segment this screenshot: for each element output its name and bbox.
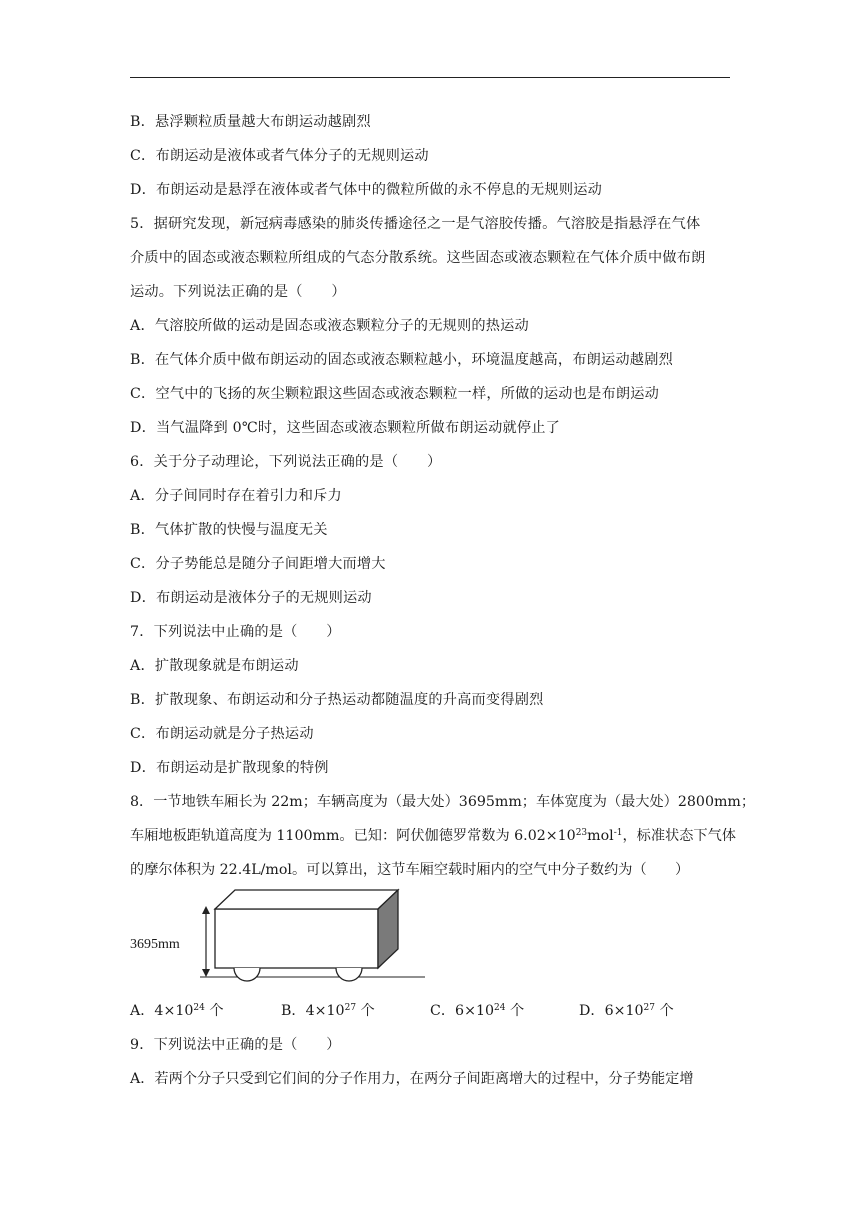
- subway-car-diagram: [130, 882, 430, 982]
- q8-stem-line-2: [130, 826, 736, 846]
- q6-option-c: C．分子势能总是随分子间距增大而增大: [130, 556, 386, 572]
- q8-stem-line-1: 8．一节地铁车厢长为 22m；车辆高度为（最大处）3695mm；车体宽度为（最大处）2800mm；: [130, 794, 756, 810]
- q9-stem: 9．下列说法中正确的是（ ）: [130, 1037, 341, 1053]
- q5-stem-line-3: 运动。下列说法正确的是（ ）: [130, 284, 346, 300]
- q6-option-d: D．布朗运动是液体分子的无规则运动: [130, 590, 372, 606]
- rear-wheel: [336, 968, 362, 981]
- q6-option-a: A．分子间同时存在着引力和斥力: [130, 488, 342, 504]
- q8-line2-pre: 车厢地板距轨道高度为 1100mm。已知：阿伏伽德罗常数为 6.02×10: [130, 828, 576, 844]
- q7-option-b: B．扩散现象、布朗运动和分子热运动都随温度的升高而变得剧烈: [130, 692, 544, 708]
- height-arrow-bottom: [202, 969, 210, 977]
- q8-option-a-base: A．4×10: [130, 1003, 194, 1019]
- q8-option-c-base: C．6×10: [430, 1003, 495, 1019]
- q8-option-b-unit: 个: [356, 1003, 375, 1019]
- q5-option-b: B．在气体介质中做布朗运动的固态或液态颗粒越小，环境温度越高，布朗运动越剧烈: [130, 352, 673, 368]
- q8-option-a-exponent: 24: [193, 1003, 205, 1013]
- q8-option-b-base: B．4×10: [281, 1003, 345, 1019]
- car-front-face: [215, 909, 378, 968]
- q6-stem: 6．关于分子动理论，下列说法正确的是（ ）: [130, 454, 442, 470]
- q6-option-b: B．气体扩散的快慢与温度无关: [130, 522, 328, 538]
- q8-option-d-exponent: 27: [643, 1003, 655, 1013]
- q9-option-a: A．若两个分子只受到它们间的分子作用力，在两分子间距离增大的过程中，分子势能定增: [130, 1071, 694, 1087]
- q4-option-c: C．布朗运动是液体或者气体分子的无规则运动: [130, 148, 429, 164]
- q8-option-a: [130, 1001, 224, 1021]
- q8-option-d-unit: 个: [654, 1003, 674, 1019]
- q5-option-c: C．空气中的飞扬的灰尘颗粒跟这些固态或液态颗粒一样，所做的运动也是布朗运动: [130, 386, 660, 402]
- q8-unit-exponent: -1: [613, 828, 623, 838]
- q8-option-c: [430, 1001, 524, 1021]
- subway-car-figure: [130, 882, 430, 982]
- q8-unit-mol: mol: [587, 828, 614, 844]
- q8-option-b-exponent: 27: [344, 1003, 357, 1013]
- q7-option-a: A．扩散现象就是布朗运动: [130, 658, 299, 674]
- q8-option-c-exponent: 24: [494, 1003, 506, 1013]
- q7-option-d: D．布朗运动是扩散现象的特例: [130, 760, 329, 776]
- q5-option-a: A．气溶胶所做的运动是固态或液态颗粒分子的无规则的热运动: [130, 318, 529, 334]
- q8-avogadro-exponent: 23: [575, 828, 588, 838]
- header-rule: [130, 77, 730, 78]
- q5-stem-line-2: 介质中的固态或液态颗粒所组成的气态分散系统。这些固态或液态颗粒在气体介质中做布朗: [130, 250, 706, 266]
- q5-stem-line-1: 5．据研究发现，新冠病毒感染的肺炎传播途径之一是气溶胶传播。气溶胶是指悬浮在气体: [130, 216, 701, 232]
- q7-stem: 7．下列说法中止确的是（ ）: [130, 624, 341, 640]
- front-wheel: [234, 968, 260, 981]
- q8-option-a-unit: 个: [204, 1003, 224, 1019]
- q4-option-d: D．布朗运动是悬浮在液体或者气体中的微粒所做的永不停息的无规则运动: [130, 182, 602, 198]
- q8-option-c-unit: 个: [505, 1003, 525, 1019]
- q5-option-d: D．当气温降到 0℃时，这些固态或液态颗粒所做布朗运动就停止了: [130, 420, 561, 436]
- q8-line2-post: ，标准状态下气体: [622, 828, 736, 844]
- q8-stem-line-3: 的摩尔体积为 22.4L/mol。可以算出，这节车厢空载时厢内的空气中分子数约为（ ）: [130, 862, 690, 878]
- car-top-face: [215, 890, 398, 909]
- q8-option-b: [281, 1001, 375, 1021]
- q8-option-d: [579, 1001, 674, 1021]
- height-arrow-top: [202, 906, 210, 914]
- q8-option-d-base: D．6×10: [579, 1003, 644, 1019]
- height-label: 3695mm: [130, 937, 180, 952]
- q4-option-b: B．悬浮颗粒质量越大布朗运动越剧烈: [130, 114, 371, 130]
- q7-option-c: C．布朗运动就是分子热运动: [130, 726, 314, 742]
